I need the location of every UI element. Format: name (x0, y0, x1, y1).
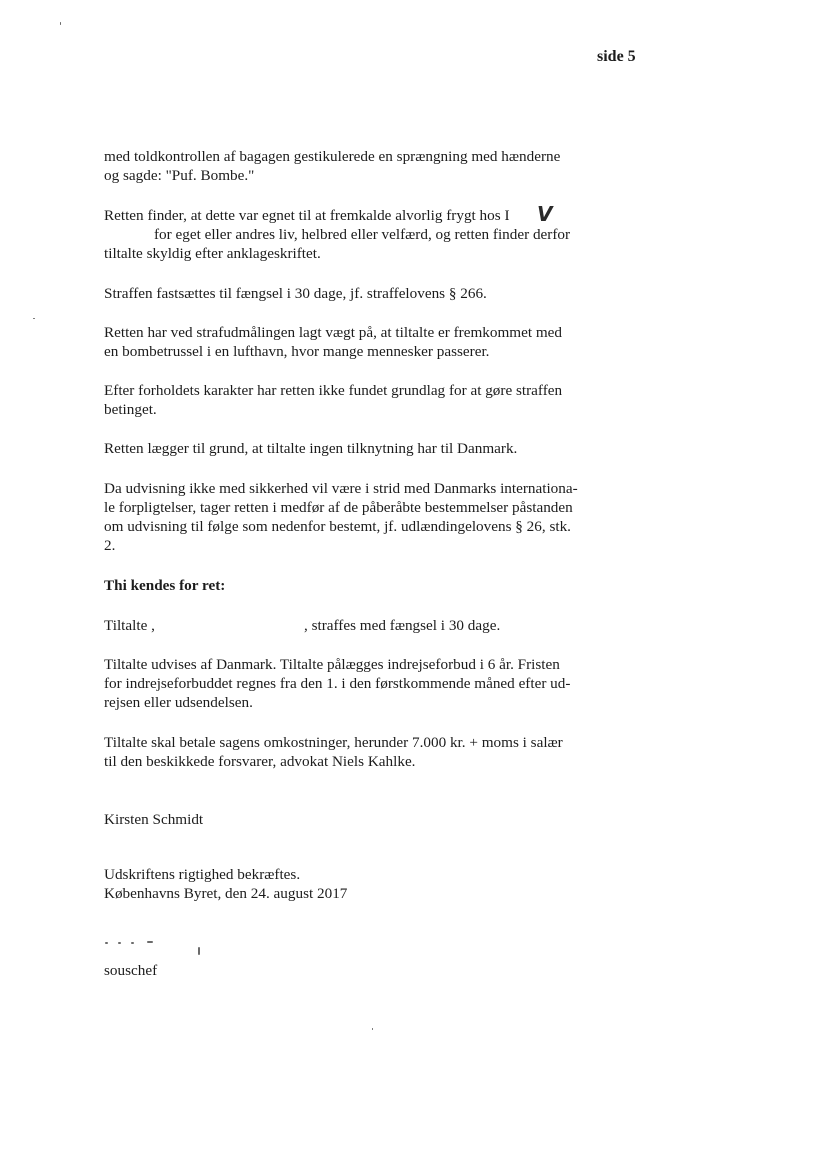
text-line: Straffen fastsættes til fængsel i 30 dage, jf. straffelovens § 266. (104, 285, 487, 302)
text-line: Københavns Byret, den 24. august 2017 (104, 885, 348, 902)
text-line: le forpligtelser, tager retten i medfør af de påberåbte bestemmelser påstanden (104, 499, 573, 516)
text-line: til den beskikkede forsvarer, advokat Niels Kahlke. (104, 753, 416, 770)
text-line: med toldkontrollen af bagagen gestikulerede en sprængning med hænderne (104, 148, 561, 165)
text-line: en bombetrussel i en lufthavn, hvor mange mennesker passerer. (104, 343, 490, 360)
text-line: og sagde: "Puf. Bombe." (104, 167, 255, 184)
text-line: Efter forholdets karakter har retten ikke fundet grundlag for at gøre straffen (104, 382, 563, 399)
text-line: Retten lægger til grund, at tiltalte ingen tilknytning har til Danmark. (104, 440, 518, 457)
text-line: Udskriftens rigtighed bekræftes. (104, 866, 301, 883)
handwritten-mark: V (537, 202, 553, 226)
page-number: side 5 (597, 48, 636, 65)
signatory-title: souschef (104, 962, 158, 979)
judge-name: Kirsten Schmidt (104, 811, 204, 828)
scan-speck (33, 318, 35, 319)
text-line: tiltalte skyldig efter anklageskriftet. (104, 245, 321, 262)
text-line: 2. (104, 537, 116, 554)
text-line: Tiltalte skal betale sagens omkostninger, herunder 7.000 kr. + moms i salær (104, 734, 563, 751)
scan-speck (372, 1028, 373, 1030)
text-line: for eget eller andres liv, helbred eller velfærd, og retten finder derfor (154, 226, 571, 243)
text-line: Tiltalte udvises af Danmark. Tiltalte pålægges indrejseforbud i 6 år. Fristen (104, 656, 560, 673)
scan-speck (60, 22, 61, 25)
text-line: Retten har ved strafudmålingen lagt vægt på, at tiltalte er fremkommet med (104, 324, 563, 341)
text-line: , straffes med fængsel i 30 dage. (304, 617, 501, 634)
text-line: Tiltalte , (104, 617, 155, 634)
section-heading: Thi kendes for ret: (104, 577, 226, 594)
text-line: om udvisning til følge som nedenfor bestemt, jf. udlændingelovens § 26, stk. (104, 518, 571, 535)
text-line: rejsen eller udsendelsen. (104, 694, 253, 711)
text-line: for indrejseforbuddet regnes fra den 1. i den førstkommende måned efter ud- (104, 675, 571, 692)
text-line: Da udvisning ikke med sikkerhed vil være i strid med Danmarks internationa- (104, 480, 578, 497)
text-line: betinget. (104, 401, 157, 418)
text-line: Retten finder, at dette var egnet til at fremkalde alvorlig frygt hos I (104, 207, 510, 224)
